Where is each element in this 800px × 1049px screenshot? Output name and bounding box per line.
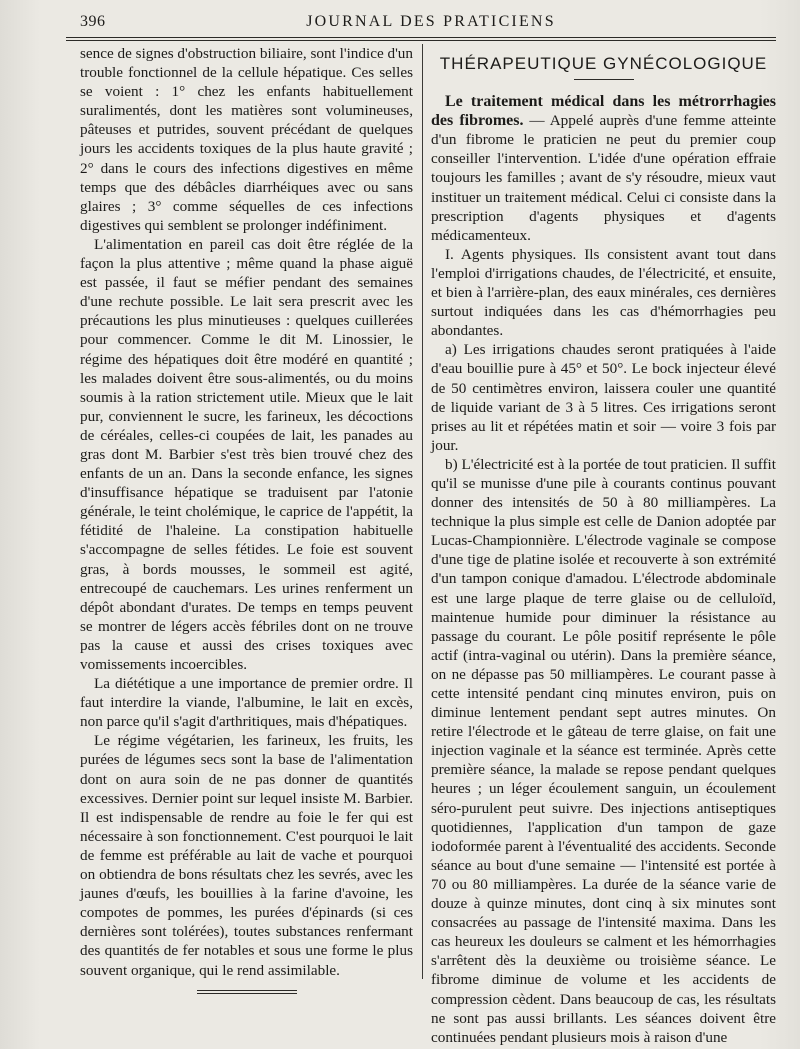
paragraph: b) L'électricité est à la portée de tout praticien. Il suffit qu'il se munisse d'une pile à courants continus pouvant donner des intensités de 50 à 80 milliampères. La technique la plus simple est celle de Danion adoptée par Lucas-Championnière. L'électrode vaginale se compose d'une tige de platine isolée et recouverte à son extrémité d'un tampon conique d'amadou. L'électrode abdominale est une large plaque de terre glaise ou de celluloïd, maintenue humide pour diminuer la résistance au passage du courant. Le pôle positif représente le pôle actif (intra-vaginal ou utérin). Dans la première séance, on ne dépasse pas 50 milliampères. Le courant passe à cette intensité pendant cinq minutes environ, puis on diminue lentement pendant sept autres minutes. On retire l'électrode et le gâteau de terre glaise, on fait une injection vaginale et la séance est terminée. Après cette première séance, la malade se repose pendant quelques heures ; un léger écoulement sanguin, un écoulement séro-purulent peut suivre. Des injections antiseptiques quotidiennes, l'application d'un tampon de gaze iodoformée parent à l'éventualité des accidents. Seconde séance au bout d'une semaine — l'intensité est portée à 70 ou 80 milliampères. La durée de la séance varie de douze à quinze minutes, dont cinq à six minutes sont consacrées au passage de l'intensité maxima. Dans les cas heureux les douleurs se calment et les hémorrhagies s'arrêtent dès la deuxième ou troisième séance. Le fibrome diminue de volume et les accidents de compression cèdent. Dans beaucoup de cas, les résultats ne sont pas aussi brillants. Les séances doivent être continuées pendant plusieurs mois à raison d'une [431,455,776,1046]
paragraph: a) Les irrigations chaudes seront pratiquées à l'aide d'eau bouillie pure à 45° et 50°. Le bock injecteur élevé de 50 centimètres environ, laissera couler une quantité de liquide variant de 3 à 5 litres. Ces irrigations seront prises au lit et répétées matin et soir — voire 3 fois par jour. [431,341,776,454]
paragraph: La diététique a une importance de premier ordre. Il faut interdire la viande, l'albumine, le lait en excès, non parce qu'il s'agit d'arthritiques, mais d'hépatiques. [80,675,413,731]
paragraph: L'alimentation en pareil cas doit être réglée de la façon la plus attentive ; même quand la phase aiguë est passée, il faut se méfier pendant des semaines d'une rechute possible. Le lait sera prescrit avec les précautions les plus minutieuses : quelques cuillerées pour commencer. Comme le dit M. Linossier, le régime des hépatiques doit être modéré en quantité ; les malades doivent être sous-alimentés, ou du moins soumis à la ration strictement utile. Mieux que le lait pur, conviennent le sucre, les farineux, les décoctions de céréales, celles-ci coupées de lait, les panades au gras dont M. Barbier s'est très bien trouvé chez des enfants de un an. Dans la seconde enfance, les signes d'insuffisance hépatique se traduisent par l'atonie générale, le teint cholémique, le caprice de l'appétit, la fétidité de l'haleine. La constipation habituelle s'accompagne de selles fétides. Le foie est souvent gras, à bords mousses, le sommeil est agité, entrecoupé de cauchemars. Les urines renferment un dépôt abondant d'urates. De temps en temps peuvent se montrer de légers accès fébriles dont on ne trouve pas la cause et aussi des crises toxiques avec vomissements incoercibles. [80,235,413,673]
article-intro: — Appelé auprès d'une femme atteinte d'un fibrome le praticien ne peut du premier coup conseiller l'intervention. L'idée d'une opération effraie toujours les familles ; avant de s'y résoudre, mieux vaut instituer un traitement médical. Celui ci consiste dans la prescription d'agents physiques et d'agents médicamenteux. [431,112,776,244]
journal-title: JOURNAL DES PRATICIENS [306,13,556,30]
page-number: 396 [80,13,106,30]
section-heading: THÉRAPEUTIQUE GYNÉCOLOGIQUE [439,54,768,73]
end-rule [197,990,297,994]
paragraph: I. Agents physiques. Ils consistent avant tout dans l'emploi d'irrigations chaudes, de l'électricité, et ensuite, et bien à l'arrière-plan, des eaux minérales, ces dernières surtout indiquées dans les cas d'hémorrhagies peu abondantes. [431,245,776,340]
paragraph: Le régime végétarien, les farineux, les fruits, les purées de légumes secs sont la base de l'alimentation dont on aura soin de ne pas donner de quantités excessives. Dernier point sur lequel insiste M. Barbier. Il est indispensable de rendre au foie le fer qui est nécessaire à son fonctionnement. C'est pourquoi le lait de femme est préférable au lait de vache et pourquoi on obtiendra de bons résultats chez les sevrés, avec les jaunes d'œufs, les bouillies à la farine d'avoine, les compotes de pommes, les purées d'épinards (si ces dernières sont tolérées), toutes substances renfermant des quantités de fer notables et sous une forme le plus souvent organique, qui le rend assimilable. [80,732,413,979]
article-lead [431,92,776,245]
header-rule [66,37,776,41]
section-rule [574,79,634,80]
running-header [66,13,776,33]
article-title: Le traitement médical dans les métrorrhagies des fibromes. [431,93,776,130]
paragraph: sence de signes d'obstruction biliaire, sont l'indice d'un trouble fonctionnel de la cellule hépatique. Ces selles se voient : 1° chez les enfants habituellement suralimentés, dont les matières sont volumineuses, pâteuses et putrides, souvent précédant de quelques jours les accidents toxiques de la plus haute gravité ; 2° dans le cours des infections digestives en même temps que des débâcles diarrhéiques avec ou sans glaires ; 3° comme séquelles de ces infections digestives qui semblent se prolonger indéfiniment. [80,45,413,234]
left-column [80,44,413,994]
right-column [431,44,776,1047]
column-divider [422,44,423,979]
